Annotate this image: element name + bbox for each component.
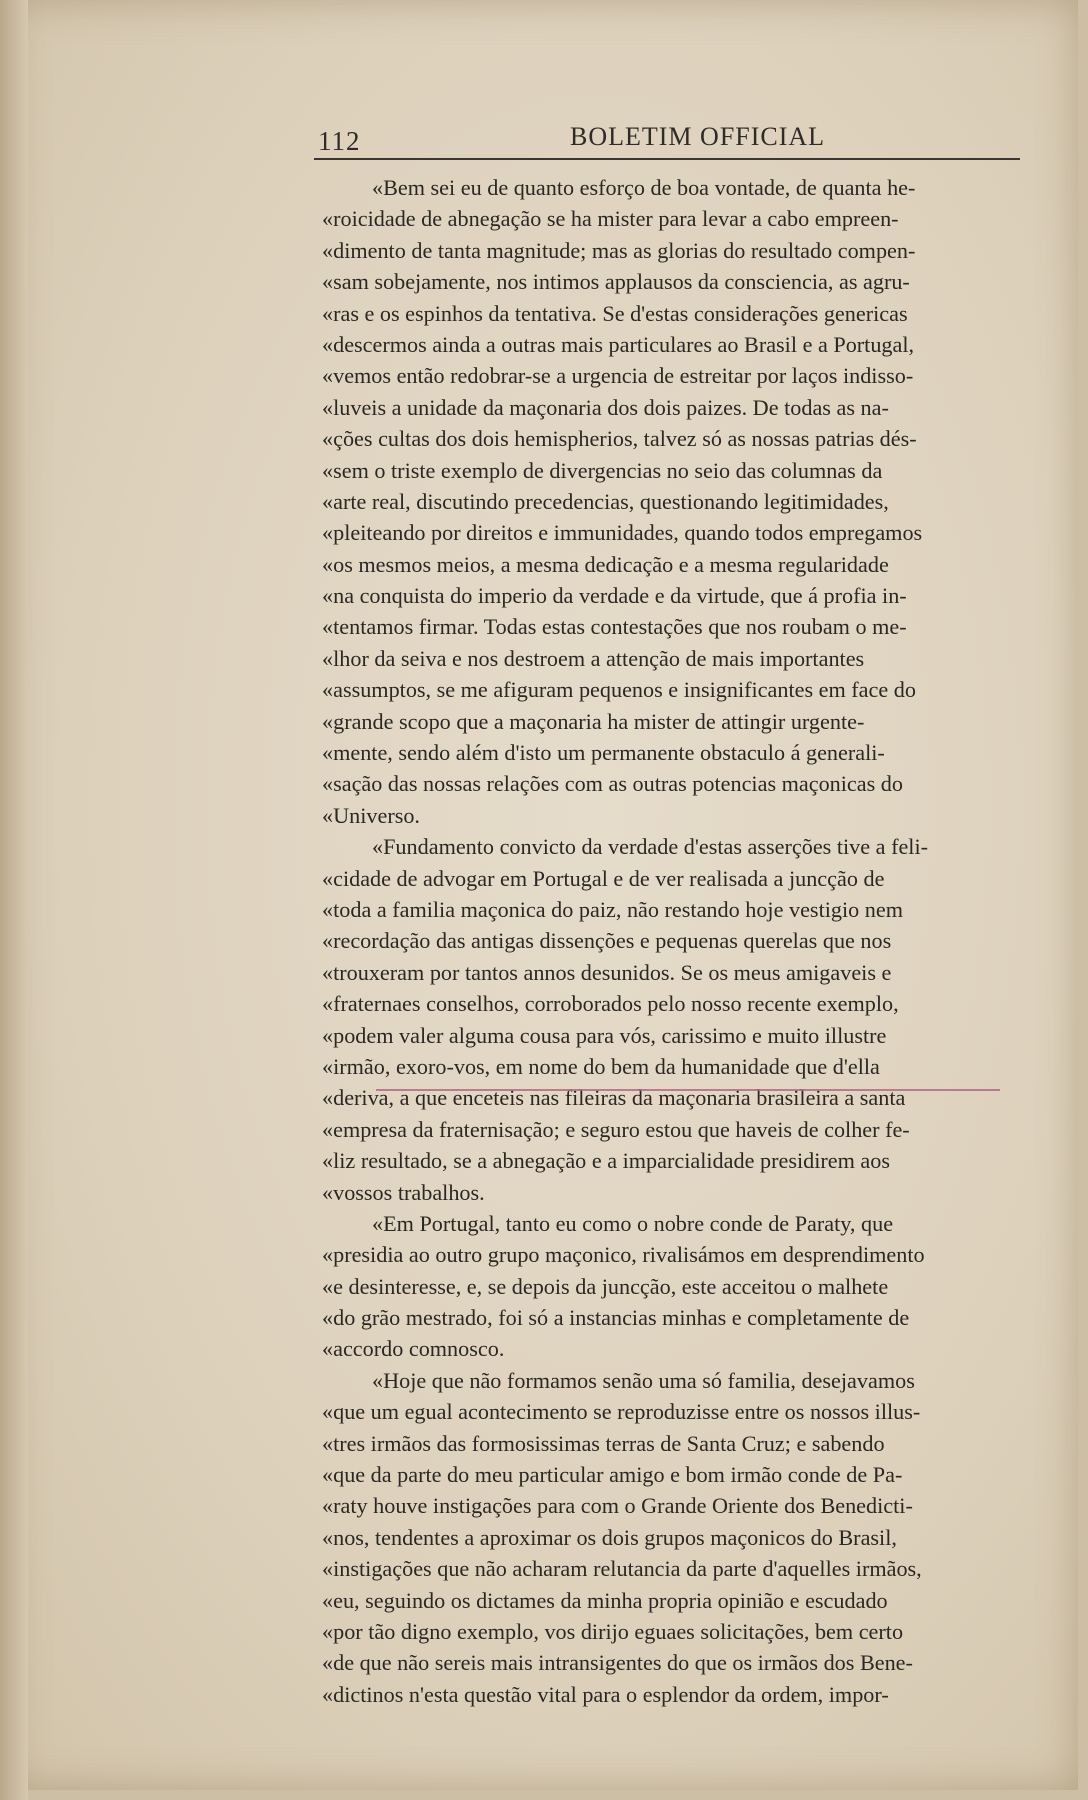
text-line: «instigações que não acharam relutancia da parte d'aquelles irmãos, (322, 1556, 922, 1582)
text-line: «Hoje que não formamos senão uma só familia, desejavamos (372, 1367, 915, 1393)
text-line: «trouxeram por tantos annos desunidos. Se os meus amigaveis e (322, 959, 892, 985)
text-line: «por tão digno exemplo, vos dirijo eguaes solicitações, bem certo (322, 1618, 904, 1644)
text-line: «eu, seguindo os dictames da minha propria opinião e escudado (322, 1587, 888, 1613)
text-line: «Universo. (322, 802, 420, 828)
text-line: «podem valer alguma cousa para vós, carissimo e muito illustre (322, 1022, 887, 1048)
text-line: «tentamos firmar. Todas estas contestações que nos roubam o me- (322, 614, 907, 640)
text-line: «ras e os espinhos da tentativa. Se d'estas considerações genericas (322, 300, 908, 326)
text-line: «liz resultado, se a abnegação e a imparcialidade presidirem aos (322, 1148, 890, 1174)
text-line: «deriva, a que enceteis nas fileiras da maçonaria brasileira a santa (322, 1085, 906, 1111)
header-rule (314, 158, 1020, 160)
text-line: «Bem sei eu de quanto esforço de boa vontade, de quanta he- (372, 175, 916, 200)
text-line: «accordo comnosco. (322, 1336, 505, 1362)
page-header (318, 118, 1018, 154)
text-line: «recordação das antigas dissenções e pequenas querelas que nos (322, 928, 892, 954)
text-line: «sem o triste exemplo de divergencias no seio das columnas da (322, 457, 883, 483)
text-line: «na conquista do imperio da verdade e da virtude, que á profia in- (322, 583, 907, 609)
text-line: «empresa da fraternisação; e seguro estou que haveis de colher fe- (322, 1116, 910, 1142)
text-line: «lhor da seiva e nos destroem a attenção de mais importantes (322, 645, 865, 671)
text-line: «raty houve instigações para com o Grande Oriente dos Benedicti- (322, 1493, 913, 1519)
body-text (322, 172, 1042, 1710)
text-line: «mente, sendo além d'isto um permanente obstaculo á generali- (322, 740, 885, 766)
text-line: «dimento de tanta magnitude; mas as glorias do resultado compen- (322, 237, 916, 263)
text-line: «vemos então redobrar-se a urgencia de estreitar por laços indisso- (322, 363, 914, 389)
text-line: «do grão mestrado, foi só a instancias minhas e completamente de (322, 1305, 910, 1331)
text-line: «que um egual acontecimento se reproduzisse entre os nossos illus- (322, 1399, 921, 1425)
text-line: «toda a familia maçonica do paiz, não restando hoje vestigio nem (322, 896, 903, 922)
text-line: «os mesmos meios, a mesma dedicação e a mesma regularidade (322, 551, 889, 577)
pencil-underline-mark (376, 1089, 1000, 1091)
text-line: «Fundamento convicto da verdade d'estas asserções tive a feli- (372, 834, 929, 860)
text-line: «tres irmãos das formosissimas terras de Santa Cruz; e sabendo (322, 1430, 885, 1456)
running-head: BOLETIM OFFICIAL (570, 122, 826, 151)
text-line: «presidia ao outro grupo maçonico, rivalisámos em desprendimento (322, 1242, 925, 1268)
text-line: «e desinteresse, e, se depois da juncção, este acceitou o malhete (322, 1273, 889, 1299)
text-line: «fraternaes conselhos, corroborados pelo nosso recente exemplo, (322, 991, 899, 1017)
text-line: «assumptos, se me afiguram pequenos e insignificantes em face do (322, 677, 916, 703)
text-line: «nos, tendentes a aproximar os dois grupos maçonicos do Brasil, (322, 1524, 897, 1550)
text-line: «sam sobejamente, nos intimos applausos da consciencia, as agru- (322, 269, 910, 295)
text-line: «vossos trabalhos. (322, 1179, 485, 1205)
text-line: «roicidade de abnegação se ha mister para levar a cabo empreen- (322, 206, 899, 232)
text-line: «pleiteando por direitos e immunidades, quando todos empregamos (322, 520, 923, 546)
text-line: «Em Portugal, tanto eu como o nobre conde de Paraty, que (372, 1210, 894, 1236)
text-line: «grande scopo que a maçonaria ha mister de attingir urgente- (322, 708, 865, 734)
text-line: «que da parte do meu particular amigo e bom irmão conde de Pa- (322, 1462, 903, 1488)
text-line: «descermos ainda a outras mais particulares ao Brasil e a Portugal, (322, 331, 915, 357)
text-line: «cidade de advogar em Portugal e de ver realisada a juncção de (322, 865, 885, 891)
text-line: «dictinos n'esta questão vital para o esplendor da ordem, impor- (322, 1681, 889, 1707)
text-line: «sação das nossas relações com as outras potencias maçonicas do (322, 771, 903, 797)
text-line: «luveis a unidade da maçonaria dos dois paizes. De todas as na- (322, 394, 889, 420)
page-binding-edge (0, 0, 28, 1800)
text-line: «irmão, exoro-vos, em nome do bem da humanidade que d'ella (322, 1053, 880, 1079)
text-line: «de que não sereis mais intransigentes do que os irmãos dos Bene- (322, 1650, 913, 1676)
text-line: «ções cultas dos dois hemispherios, talvez só as nossas patrias dés- (322, 426, 917, 452)
page-number: 112 (318, 126, 361, 156)
text-line: «arte real, discutindo precedencias, questionando legitimidades, (322, 488, 889, 514)
